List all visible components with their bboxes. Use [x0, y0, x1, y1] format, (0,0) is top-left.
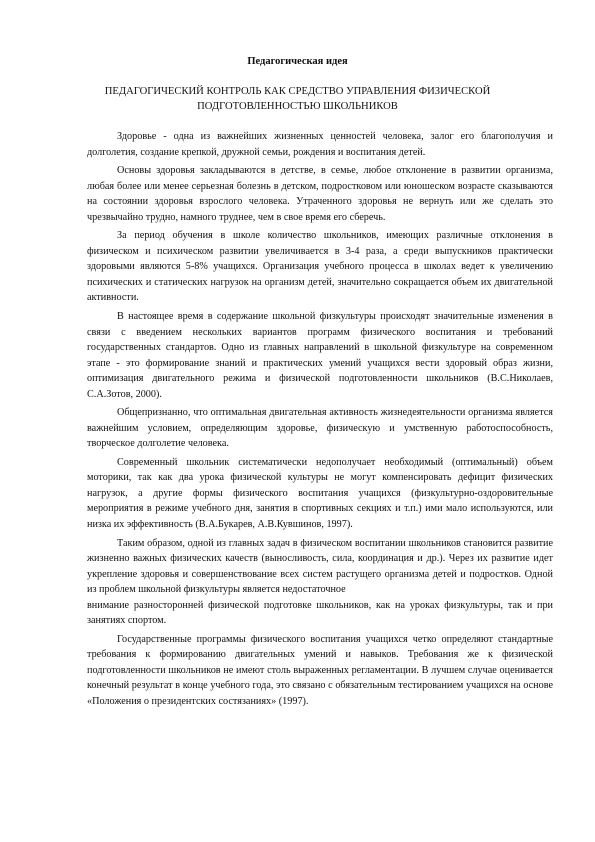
document-title-line-2: ПОДГОТОВЛЕННОСТЬЮ ШКОЛЬНИКОВ	[197, 101, 398, 112]
paragraph-state-programs: Государственные программы физического воспитания учащихся четко определяют стандартные требования к формированию двигательных умений и навыков. Требования же к физической подготовленности школьников не имеют столь выраженных регламентации. В лучшем случае оценивается конечный результат в конце учебного года, это связано с обязательным тестированием учащихся на основе «Положения о президентских состязаниях» (1997).	[87, 633, 553, 707]
paragraph-current-changes: В настоящее время в содержание школьной физкультуры происходят значительные изменения в связи с введением нескольких вариантов программ физического воспитания и требований государственных стандартов. Одно из главных направлений в школьной физкультуре на современном этапе - это формирование знаний и практических умений учащихся вести здоровый образ жизни, оптимизация двигательного режима и физической подготовленности школьников (В.С.Николаев, С.А.Зотов, 2000).	[87, 311, 553, 400]
document-title	[0, 84, 595, 114]
document-title-line-1: ПЕДАГОГИЧЕСКИЙ КОНТРОЛЬ КАК СРЕДСТВО УПРАВЛЕНИЯ ФИЗИЧЕСКОЙ	[104, 86, 491, 97]
paragraph-school-period: За период обучения в школе количество школьников, имеющих различные отклонения в физическом и психическом развитии увеличивается в 3-4 раза, а среди выпускников практически здоровыми являются 5-8% учащихся. Организация учебного процесса в школах ведет к увеличению психических и статических нагрузок на организм детей, значительно сокращается объем их двигательной активности.	[87, 230, 553, 304]
document-body	[87, 129, 553, 713]
paragraph-health: Здоровье - одна из важнейших жизненных ценностей человека, залог его благополучия и долголетия, создание крепкой, дружной семьи, рождения и воспитания детей.	[87, 131, 553, 158]
document-kicker: Педагогическая идея	[247, 56, 348, 67]
paragraph-motor-activity: Общепризнанно, что оптимальная двигательная активность жизнедеятельности организма является важнейшим условием, определяющим здоровье, физическую и умственную работоспособность, творческое долголетие человека.	[87, 407, 553, 450]
paragraph-foundations: Основы здоровья закладываются в детстве, в семье, любое отклонение в развитии организма, любая более или менее серьезная болезнь в детском, подростковом или юношеском возрасте сказываются на состоянии здоровья взрослого человека. Утраченного здоровья не вернуть или же сделать это чрезвычайно трудно, намного труднее, чем в свое время его сберечь.	[87, 165, 553, 223]
paragraph-main-tasks: Таким образом, одной из главных задач в физическом воспитании школьников становится развитие жизненно важных физических качеств (выносливость, сила, координация и др.). Через их развитие идет укрепление здоровья и совершенствование всех систем растущего организма детей и подростков. Одной из проблем школьной физкультуры является недостаточное	[87, 537, 553, 596]
paragraph-modern-student: Современный школьник систематически недополучает необходимый (оптимальный) объем моторики, так как два урока физической культуры не могут компенсировать дефицит физических нагрузок, а другие формы физического воспитания учащихся (физкультурно-оздоровительные мероприятия в режиме учебного дня, занятия в спортивных секциях и т.п.) ими мало используются, или низка их эффективность (В.А.Букарев, А.В.Кувшинов, 1997).	[87, 456, 553, 530]
paragraph-main-tasks-continuation: внимание разносторонней физической подготовке школьников, как на уроках физкультуры, так и при занятиях спортом.	[87, 599, 553, 627]
